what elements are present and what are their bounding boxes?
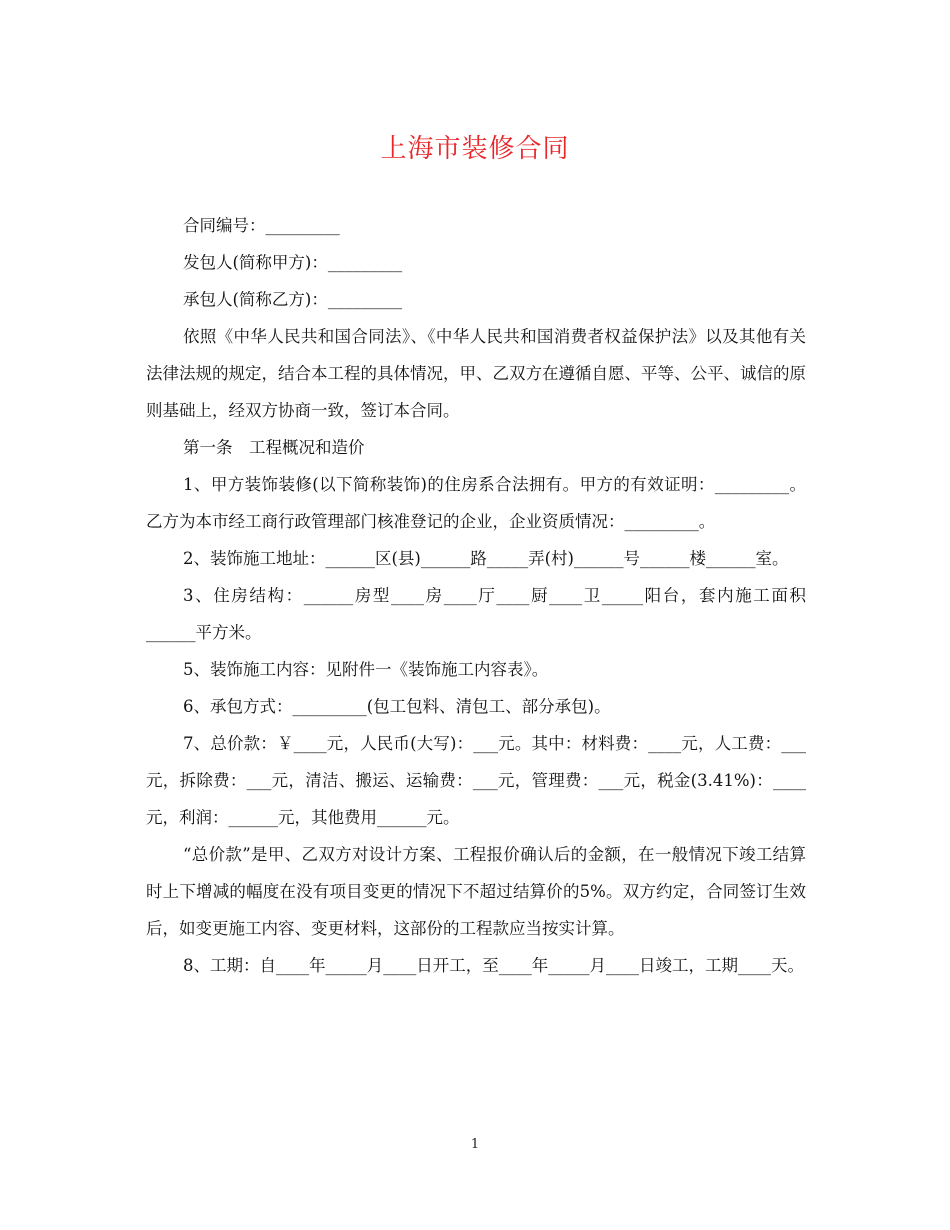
article-1-heading: 第一条 工程概况和造价 [183,438,365,457]
page-number: 1 [470,1137,480,1152]
clause-7-paragraph: 7、总价款：￥____元，人民币(大写)：___元。其中：材料费：____元，人工费：___元，拆除费：___元，清洁、搬运、运输费：___元，管理费：___元，税金(3.41%)：____元，利润：______元，其他费用______元。 [146,734,806,827]
contract-number-line: 合同编号：_________ [183,216,340,235]
party-b-line: 承包人(简称乙方)：_________ [183,290,403,309]
preamble-paragraph: 依照《中华人民共和国合同法》、《中华人民共和国消费者权益保护法》以及其他有关法律法规的规定，结合本工程的具体情况，甲、乙双方在遵循自愿、平等、公平、诚信的原则基础上，经双方协商一致，签订本合同。 [146,327,806,420]
document-body [146,207,806,984]
total-price-note-paragraph: “总价款”是甲、乙双方对设计方案、工程报价确认后的金额，在一般情况下竣工结算时上下增减的幅度在没有项目变更的情况下不超过结算价的5%。双方约定，合同签订生效后，如变更施工内容、变更材料，这部份的工程款应当按实计算。 [146,845,806,938]
clause-8-paragraph: 8、工期：自____年_____月____日开工，至____年_____月____日竣工，工期____天。 [183,956,804,975]
clause-3-paragraph: 3、住房结构：______房型____房____厅____厨____卫_____阳台，套内施工面积______平方米。 [146,586,806,642]
document-title: 上海市装修合同 [380,134,570,164]
clause-5-paragraph: 5、装饰施工内容：见附件一《装饰施工内容表》。 [183,660,549,679]
clause-2-paragraph: 2、装饰施工地址：______区(县)______路_____弄(村)______号______楼______室。 [183,549,789,568]
clause-6-paragraph: 6、承包方式：_________(包工包料、清包工、部分承包)。 [183,697,611,716]
clause-1-paragraph: 1、甲方装饰装修(以下简称装饰)的住房系合法拥有。甲方的有效证明：_________。乙方为本市经工商行政管理部门核准登记的企业，企业资质情况：_________。 [146,475,806,531]
party-a-line: 发包人(简称甲方)：_________ [183,253,403,272]
